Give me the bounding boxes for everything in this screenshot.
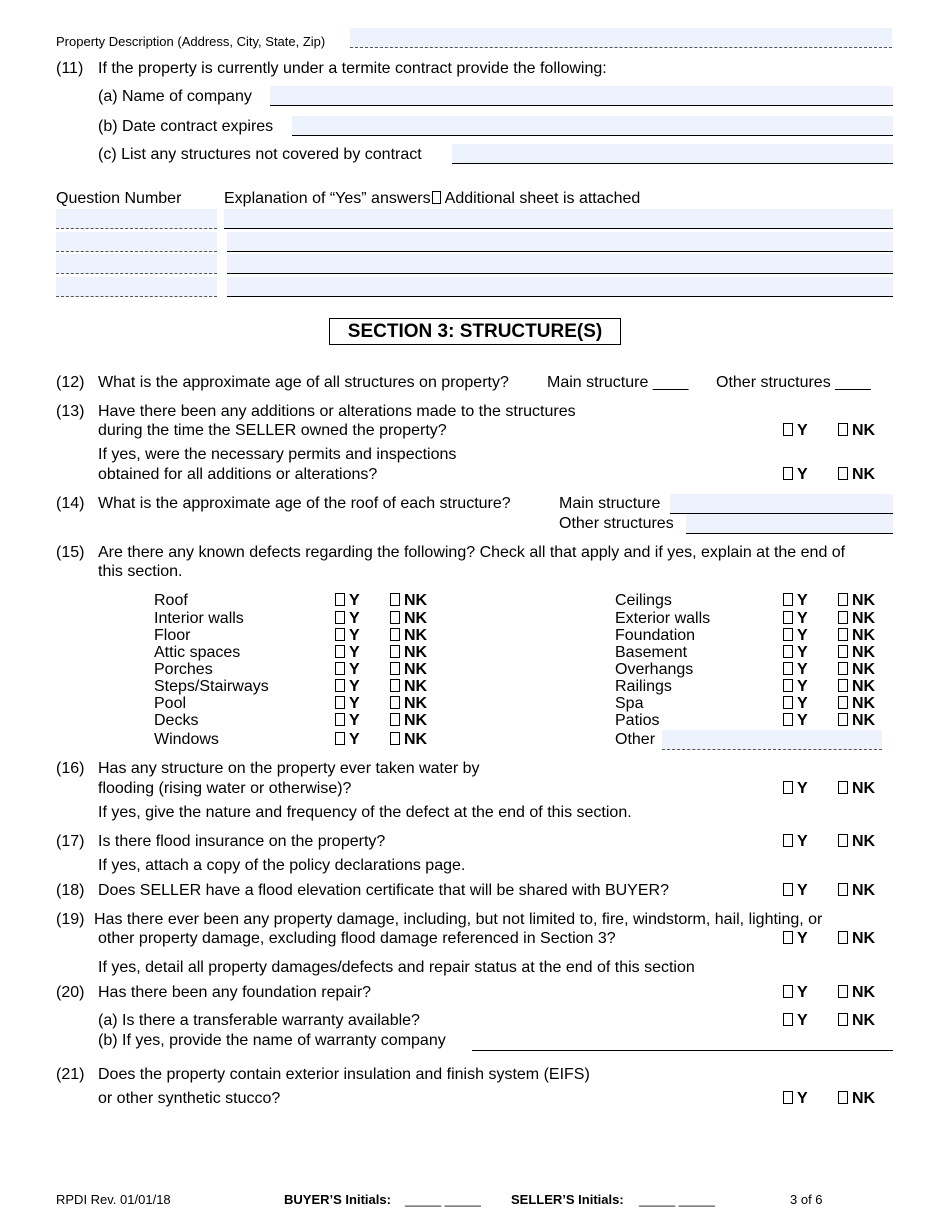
explanation-field-4[interactable] [227, 277, 893, 297]
nk-label: NK [404, 592, 428, 609]
nk-label: NK [852, 984, 876, 1001]
defect-item-label: Railings [615, 678, 672, 695]
nk-label: NK [852, 780, 876, 797]
q11-number: (11) [56, 60, 84, 77]
defect-nk-checkbox[interactable] [838, 592, 875, 610]
checkbox-icon [838, 985, 848, 998]
nk-label: NK [852, 712, 876, 729]
defect-item-label: Patios [615, 712, 660, 729]
defect-item-label: Pool [154, 695, 187, 712]
defect-item-label: Steps/Stairways [154, 678, 269, 695]
buyer-initials-label: BUYER’S Initials: [284, 1192, 391, 1207]
checkbox-icon [838, 696, 848, 709]
yes-label: Y [797, 984, 808, 1001]
q13-permits-nk-checkbox[interactable] [838, 466, 875, 484]
defect-nk-checkbox[interactable] [838, 712, 875, 730]
q11c-label: (c) List any structures not covered by contract [98, 146, 422, 163]
explanation-text: Explanation of “Yes” answers [224, 190, 431, 207]
yes-label: Y [797, 1012, 808, 1029]
checkbox-icon [783, 423, 793, 436]
question-number-label: Question Number [56, 190, 182, 207]
checkbox-icon [838, 931, 848, 944]
buyer-initials-blanks[interactable]: _____ _____ [405, 1192, 481, 1207]
y-label: Y [349, 627, 360, 644]
q20a-text: (a) Is there a transferable warranty available? [98, 1012, 420, 1029]
property-description-label: Property Description (Address, City, State, Zip) [56, 34, 326, 49]
q15-number: (15) [56, 544, 85, 561]
checkbox-icon [783, 781, 793, 794]
q20-number: (20) [56, 984, 85, 1001]
defect-item-label: Porches [154, 661, 213, 678]
defect-yes-checkbox[interactable] [335, 592, 360, 610]
y-label: Y [797, 644, 808, 661]
defect-nk-checkbox[interactable] [838, 610, 875, 628]
company-name-field[interactable] [270, 86, 893, 106]
defect-yes-checkbox[interactable] [335, 712, 360, 730]
checkbox-icon [838, 662, 848, 675]
q18-yes-checkbox[interactable] [783, 882, 808, 900]
y-label: Y [349, 592, 360, 609]
checkbox-icon [783, 834, 793, 847]
nk-label: NK [852, 644, 876, 661]
checkbox-icon [335, 593, 345, 606]
defect-yes-checkbox[interactable] [335, 644, 360, 662]
q17-yes-checkbox[interactable] [783, 833, 808, 851]
q20-nk-checkbox[interactable] [838, 984, 875, 1002]
q21-nk-checkbox[interactable] [838, 1090, 875, 1108]
nk-label: NK [852, 592, 876, 609]
q14-number: (14) [56, 495, 85, 512]
explanation-field-1[interactable] [224, 209, 893, 229]
checkbox-icon [783, 696, 793, 709]
checkbox-icon [838, 593, 848, 606]
checkbox-icon [838, 883, 848, 896]
nk-label: NK [852, 930, 876, 947]
defect-nk-checkbox[interactable] [390, 712, 427, 730]
form-revision: RPDI Rev. 01/01/18 [56, 1192, 171, 1207]
defect-item-label: Exterior walls [615, 610, 711, 627]
nk-label: NK [852, 678, 876, 695]
defect-item-label: Floor [154, 627, 191, 644]
defect-yes-checkbox[interactable] [335, 661, 360, 679]
y-label: Y [349, 644, 360, 661]
defect-yes-checkbox[interactable] [783, 627, 808, 645]
q19-sub: If yes, detail all property damages/defects and repair status at the end of this section [98, 959, 695, 976]
q16-line1: Has any structure on the property ever taken water by [98, 760, 480, 777]
y-label: Y [797, 712, 808, 729]
checkbox-icon [783, 467, 793, 480]
defect-nk-checkbox[interactable] [390, 592, 427, 610]
q16-number: (16) [56, 760, 85, 777]
y-label: Y [797, 610, 808, 627]
q16-line2: flooding (rising water or otherwise)? [98, 780, 352, 797]
defect-yes-checkbox[interactable] [783, 712, 808, 730]
checkbox-icon [335, 662, 345, 675]
yes-label: Y [797, 422, 808, 439]
yes-label: Y [797, 780, 808, 797]
q13-line2: during the time the SELLER owned the property? [98, 422, 447, 439]
seller-initials-label: SELLER’S Initials: [511, 1192, 624, 1207]
defect-item-label: Interior walls [154, 610, 244, 627]
defect-nk-checkbox[interactable] [390, 610, 427, 628]
checkbox-icon [335, 628, 345, 641]
yes-label: Y [797, 1090, 808, 1107]
page-number: 3 of 6 [790, 1192, 823, 1207]
q17-sub: If yes, attach a copy of the policy declarations page. [98, 857, 466, 874]
checkbox-icon [783, 713, 793, 726]
q20a-nk-checkbox[interactable] [838, 1012, 875, 1030]
nk-label: NK [852, 610, 876, 627]
defect-yes-checkbox[interactable] [783, 644, 808, 662]
defect-yes-checkbox[interactable] [335, 610, 360, 628]
y-label: Y [797, 592, 808, 609]
checkbox-icon [838, 467, 848, 480]
nk-label: NK [852, 1090, 876, 1107]
q14-other-label: Other structures [559, 515, 674, 532]
defect-nk-checkbox[interactable] [390, 644, 427, 662]
defect-yes-checkbox[interactable] [783, 678, 808, 696]
defect-nk-checkbox[interactable] [838, 627, 875, 645]
yes-label: Y [797, 882, 808, 899]
y-label: Y [349, 678, 360, 695]
nk-label: NK [404, 644, 428, 661]
q21-number: (21) [56, 1066, 85, 1083]
defect-nk-checkbox[interactable] [838, 695, 875, 713]
q11b-label: (b) Date contract expires [98, 118, 274, 135]
q20-yes-checkbox[interactable] [783, 984, 808, 1002]
defect-nk-checkbox[interactable] [838, 678, 875, 696]
additional-sheet-label: Additional sheet is attached [444, 190, 641, 207]
checkbox-icon [335, 696, 345, 709]
q20-text: Has there been any foundation repair? [98, 984, 372, 1001]
checkbox-icon [783, 1091, 793, 1104]
defect-nk-checkbox[interactable] [838, 644, 875, 662]
q14-main-label: Main structure [559, 495, 661, 512]
checkbox-icon [838, 628, 848, 641]
nk-label: NK [852, 422, 876, 439]
nk-label: NK [404, 678, 428, 695]
q13-number: (13) [56, 403, 85, 420]
defect-item-label: Windows [154, 731, 219, 748]
checkbox-icon [783, 931, 793, 944]
defect-item-label: Decks [154, 712, 199, 729]
q12-main-structure[interactable]: Main structure ____ [547, 374, 689, 391]
defect-item-label: Ceilings [615, 592, 672, 609]
nk-label: NK [404, 627, 428, 644]
defect-other-field[interactable] [662, 730, 882, 750]
q17-text: Is there flood insurance on the property? [98, 833, 386, 850]
y-label: Y [797, 695, 808, 712]
q18-text: Does SELLER have a flood elevation certificate that will be shared with BUYER? [98, 882, 669, 899]
q12-number: (12) [56, 374, 85, 391]
defect-yes-checkbox[interactable] [783, 592, 808, 610]
q13-sub2: obtained for all additions or alterations? [98, 466, 378, 483]
yes-label: Y [797, 833, 808, 850]
checkbox-icon [838, 713, 848, 726]
checkbox-icon [838, 645, 848, 658]
checkbox-icon [783, 1013, 793, 1026]
q18-nk-checkbox[interactable] [838, 882, 875, 900]
yes-label: Y [797, 930, 808, 947]
q14-text: What is the approximate age of the roof of each structure? [98, 495, 511, 512]
checkbox-icon [390, 628, 400, 641]
y-label: Y [797, 627, 808, 644]
nk-label: NK [404, 610, 428, 627]
checkbox-icon [335, 611, 345, 624]
roof-age-main-field[interactable] [670, 494, 893, 514]
defect-other-label: Other [615, 731, 656, 748]
nk-label: NK [404, 661, 428, 678]
q13-line1: Have there been any additions or alterations made to the structures [98, 403, 576, 420]
nk-label: NK [852, 833, 876, 850]
checkbox-icon [783, 883, 793, 896]
defect-yes-checkbox[interactable] [335, 731, 360, 749]
q19-number: (19) [56, 911, 85, 928]
defect-item-label: Attic spaces [154, 644, 241, 661]
q11-text: If the property is currently under a termite contract provide the following: [98, 60, 607, 77]
q20b-text: (b) If yes, provide the name of warranty company [98, 1032, 446, 1049]
y-label: Y [349, 661, 360, 678]
q16-yes-checkbox[interactable] [783, 780, 808, 798]
q19-nk-checkbox[interactable] [838, 930, 875, 948]
checkbox-icon [783, 628, 793, 641]
q21-yes-checkbox[interactable] [783, 1090, 808, 1108]
checkbox-icon [783, 593, 793, 606]
checkbox-icon [838, 611, 848, 624]
q16-sub: If yes, give the nature and frequency of the defect at the end of this section. [98, 804, 632, 821]
q19-yes-checkbox[interactable] [783, 930, 808, 948]
q15-line1: Are there any known defects regarding the following? Check all that apply and if yes, explain at the end of [98, 544, 846, 561]
checkbox-icon [838, 679, 848, 692]
question-number-field-4[interactable] [56, 277, 217, 297]
checkbox-icon [838, 423, 848, 436]
checkbox-icon [390, 732, 400, 745]
nk-label: NK [404, 712, 428, 729]
seller-initials-blanks[interactable]: _____ _____ [639, 1192, 715, 1207]
q21-line2: or other synthetic stucco? [98, 1090, 281, 1107]
y-label: Y [349, 695, 360, 712]
nk-label: NK [852, 466, 876, 483]
defect-nk-checkbox[interactable] [390, 661, 427, 679]
defect-item-label: Basement [615, 644, 688, 661]
question-number-field-3[interactable] [56, 254, 217, 274]
section-title: SECTION 3: STRUCTURE(S) [329, 318, 621, 345]
defect-nk-checkbox[interactable] [390, 627, 427, 645]
contract-expiry-field[interactable] [292, 116, 893, 136]
q16-nk-checkbox[interactable] [838, 780, 875, 798]
nk-label: NK [852, 627, 876, 644]
y-label: Y [349, 712, 360, 729]
nk-label: NK [852, 695, 876, 712]
defect-nk-checkbox[interactable] [390, 678, 427, 696]
checkbox-icon [783, 645, 793, 658]
q21-line1: Does the property contain exterior insulation and finish system (EIFS) [98, 1066, 590, 1083]
roof-age-other-field[interactable] [686, 514, 893, 534]
explanation-field-2[interactable] [227, 232, 893, 252]
structures-not-covered-field[interactable] [452, 144, 893, 164]
checkbox-icon [390, 662, 400, 675]
checkbox-icon [783, 679, 793, 692]
q17-number: (17) [56, 833, 85, 850]
checkbox-icon [838, 1091, 848, 1104]
checkbox-icon [390, 713, 400, 726]
q20a-yes-checkbox[interactable] [783, 1012, 808, 1030]
defect-nk-checkbox[interactable] [390, 731, 427, 749]
explanation-field-3[interactable] [227, 254, 893, 274]
nk-label: NK [852, 882, 876, 899]
q13-nk-checkbox[interactable] [838, 422, 875, 440]
defect-yes-checkbox[interactable] [335, 695, 360, 713]
question-number-field-2[interactable] [56, 232, 217, 252]
checkbox-icon [783, 985, 793, 998]
y-label: Y [349, 731, 360, 748]
q11a-label: (a) Name of company [98, 88, 252, 105]
q12-text: What is the approximate age of all structures on property? [98, 374, 509, 391]
q13-sub1: If yes, were the necessary permits and inspections [98, 446, 457, 463]
defect-nk-checkbox[interactable] [838, 661, 875, 679]
q19-line1: Has there ever been any property damage, including, but not limited to, fire, windstorm, hail, lighting, or [94, 911, 823, 928]
question-number-field-1[interactable] [56, 209, 217, 229]
explanation-label [224, 190, 640, 208]
q13-permits-yes-checkbox[interactable] [783, 466, 808, 484]
warranty-company-field[interactable] [472, 1031, 893, 1051]
defect-yes-checkbox[interactable] [783, 695, 808, 713]
yes-label: Y [797, 466, 808, 483]
checkbox-icon [783, 662, 793, 675]
checkbox-icon [390, 611, 400, 624]
y-label: Y [797, 661, 808, 678]
y-label: Y [797, 678, 808, 695]
defect-nk-checkbox[interactable] [390, 695, 427, 713]
defect-item-label: Spa [615, 695, 644, 712]
nk-label: NK [404, 731, 428, 748]
checkbox-icon [390, 696, 400, 709]
checkbox-icon [838, 1013, 848, 1026]
defect-item-label: Overhangs [615, 661, 694, 678]
checkbox-icon [335, 732, 345, 745]
checkbox-icon [390, 645, 400, 658]
checkbox-icon [335, 645, 345, 658]
defect-yes-checkbox[interactable] [335, 678, 360, 696]
nk-label: NK [852, 661, 876, 678]
q15-line2: this section. [98, 563, 183, 580]
defect-item-label: Roof [154, 592, 188, 609]
y-label: Y [349, 610, 360, 627]
q12-other-structures[interactable]: Other structures ____ [716, 374, 871, 391]
nk-label: NK [404, 695, 428, 712]
q18-number: (18) [56, 882, 85, 899]
defect-yes-checkbox[interactable] [335, 627, 360, 645]
additional-sheet-checkbox[interactable] [432, 191, 441, 204]
checkbox-icon [390, 679, 400, 692]
checkbox-icon [390, 593, 400, 606]
checkbox-icon [335, 679, 345, 692]
q17-nk-checkbox[interactable] [838, 833, 875, 851]
checkbox-icon [335, 713, 345, 726]
nk-label: NK [852, 1012, 876, 1029]
defect-yes-checkbox[interactable] [783, 661, 808, 679]
q19-line2: other property damage, excluding flood damage referenced in Section 3? [98, 930, 616, 947]
checkbox-icon [838, 781, 848, 794]
checkbox-icon [783, 611, 793, 624]
property-description-field[interactable] [350, 28, 892, 48]
defect-item-label: Foundation [615, 627, 696, 644]
q13-yes-checkbox[interactable] [783, 422, 808, 440]
checkbox-icon [838, 834, 848, 847]
defect-yes-checkbox[interactable] [783, 610, 808, 628]
